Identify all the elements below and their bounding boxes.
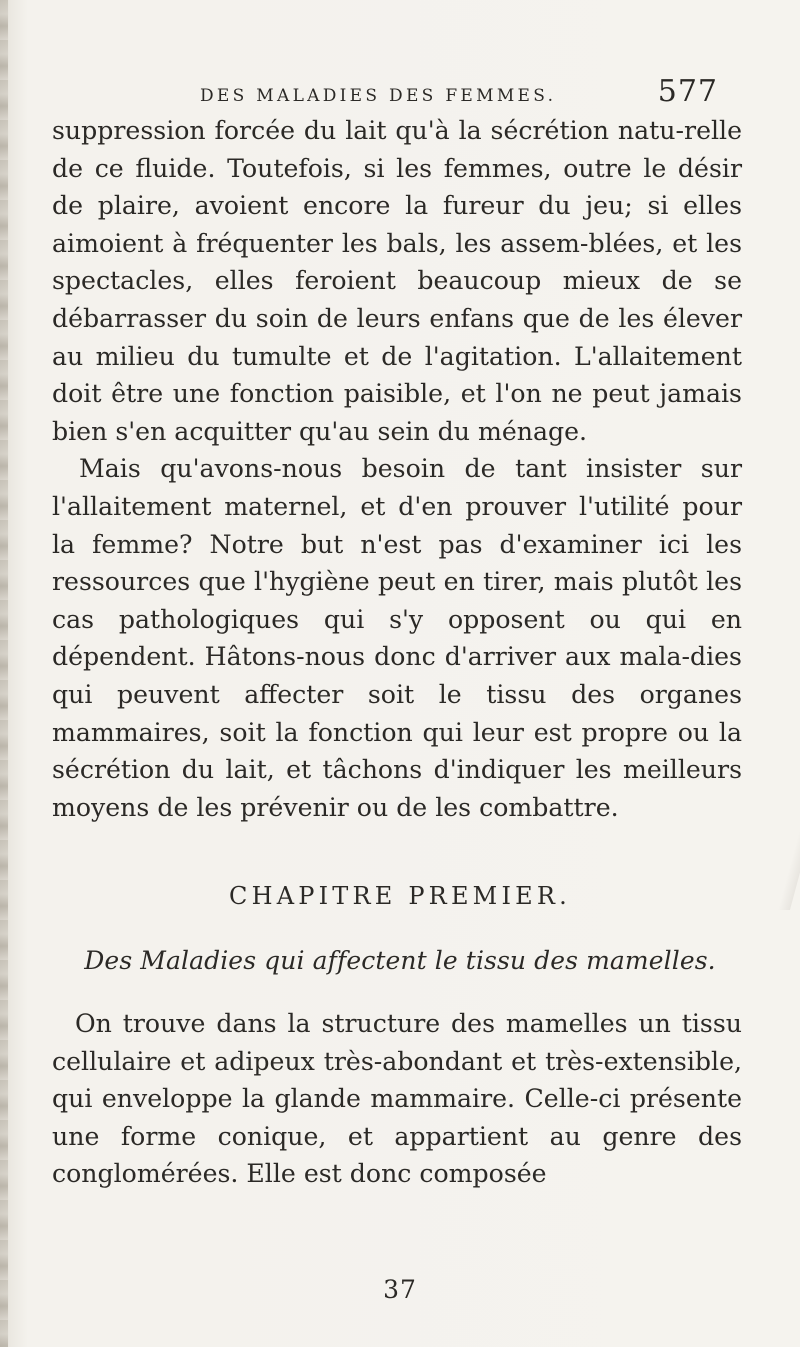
body-text xyxy=(52,112,742,826)
chapter-heading: CHAPITRE PREMIER. xyxy=(229,882,571,910)
paragraph-main: Mais qu'avons-nous besoin de tant insister sur l'allaitement maternel, et d'en prouver l'utilité pour la femme? Notre but n'est pas d'examiner ici les ressources que l'hygiène peut en tirer, mais plutôt les cas pathologiques qui s'y opposent ou qui en dépendent. Hâtons-nous donc d'arriver aux mala-dies qui peuvent affecter soit le tissu des organes mammaires, soit la fonction qui leur est propre ou la sécrétion du lait, et tâchons d'indiquer les meilleurs moyens de les prévenir ou de les combattre. xyxy=(52,454,742,822)
page-header xyxy=(200,74,720,114)
running-head: DES MALADIES DES FEMMES. xyxy=(200,86,557,106)
binding-edge xyxy=(0,0,8,1347)
section-title: Des Maladies qui affectent le tissu des mamelles. xyxy=(84,946,716,975)
signature-mark: 37 xyxy=(383,1275,417,1304)
page-number: 577 xyxy=(657,74,718,109)
paragraph-continued: suppression forcée du lait qu'à la sécrétion natu-relle de ce fluide. Toutefois, si les femmes, outre le désir de plaire, avoient encore la fureur du jeu; si elles aimoient à fréquenter les bals, les assem-blées, et les spectacles, elles feroient beaucoup mieux de se débarrasser du soin de leurs enfans que de les élever au milieu du tumulte et de l'agitation. L'allaitement doit être une fonction paisible, et l'on ne peut jamais bien s'en acquitter qu'au sein du ménage. xyxy=(52,116,742,446)
section-opening-paragraph: On trouve dans la structure des mamelles un tissu cellulaire et adipeux très-abondant et très-extensible, qui enveloppe la glande mammaire. Celle-ci présente une forme conique, et appartient au genre des conglomérées. Elle est donc composée xyxy=(52,1009,742,1189)
